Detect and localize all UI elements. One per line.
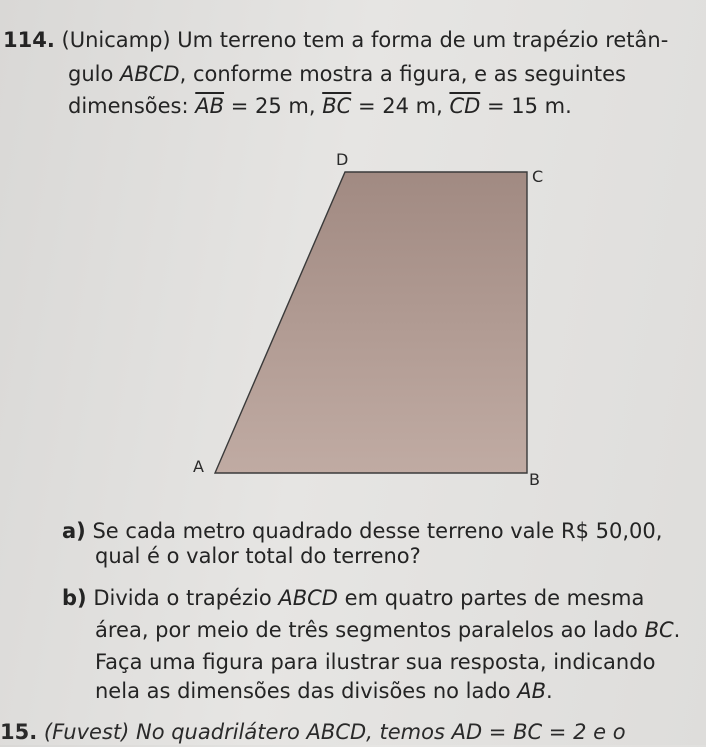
question-b-text-4a: nela as dimensões das divisões no lado xyxy=(95,679,518,703)
question-b-trapezoid: ABCD xyxy=(278,586,338,610)
question-b-side-bc: BC xyxy=(644,618,674,642)
vertex-a-label: A xyxy=(193,457,204,476)
question-a-line-1 xyxy=(62,519,662,544)
question-b-text-3: Faça uma figura para ilustrar sua resposta, indicando xyxy=(95,650,656,674)
vertex-d-label: D xyxy=(336,150,349,169)
problem-number: 114. xyxy=(3,28,55,52)
problem-text-2b: , conforme mostra a figura, e as seguintes xyxy=(179,62,626,86)
next-problem-line xyxy=(0,717,626,747)
question-b-line-4 xyxy=(95,679,553,704)
question-b-line-3 xyxy=(95,650,655,675)
question-a-letter: a) xyxy=(62,519,86,543)
problem-text-1: (Unicamp) Um terreno tem a forma de um trapézio retân- xyxy=(61,28,669,52)
question-b-text-1b: em quatro partes de mesma xyxy=(337,586,645,610)
segment-bc: $\overline{BC}$ xyxy=(322,94,352,118)
question-a-text-2: qual é o valor total do terreno? xyxy=(95,544,421,568)
problem-text-2a: gulo xyxy=(68,62,120,86)
dimensions-label: dimensões: xyxy=(68,94,196,118)
next-problem-text: (Fuvest) No quadrilátero ABCD, temos AD = BC = 2 e o xyxy=(37,720,626,744)
next-problem-number: 15. xyxy=(0,720,38,744)
vertex-c-label: C xyxy=(532,167,544,186)
segment-cd: $\overline{CD}$ xyxy=(449,94,481,118)
bc-value: = 24 m, xyxy=(351,94,450,118)
question-b-line-1 xyxy=(62,586,644,611)
question-b-line-2 xyxy=(95,618,680,643)
question-a-line-2 xyxy=(95,544,421,569)
question-b-text-2a: área, por meio de três segmentos paralelos ao lado xyxy=(95,618,645,642)
trapezoid-shape xyxy=(215,172,527,473)
cd-value: = 15 m. xyxy=(480,94,572,118)
segment-ab: $\overline{AB}$ xyxy=(195,94,225,118)
ab-value: = 25 m, xyxy=(224,94,323,118)
trapezoid-name: ABCD xyxy=(120,62,180,86)
question-b-text-1a: Divida o trapézio xyxy=(93,586,279,610)
vertex-b-label: B xyxy=(529,470,540,489)
question-b-side-ab: AB xyxy=(517,679,547,703)
question-b-text-2b: . xyxy=(673,618,681,642)
question-a-text-1: Se cada metro quadrado desse terreno vale R$ 50,00, xyxy=(92,519,663,543)
question-b-text-4b: . xyxy=(546,679,553,703)
question-b-letter: b) xyxy=(62,586,87,610)
